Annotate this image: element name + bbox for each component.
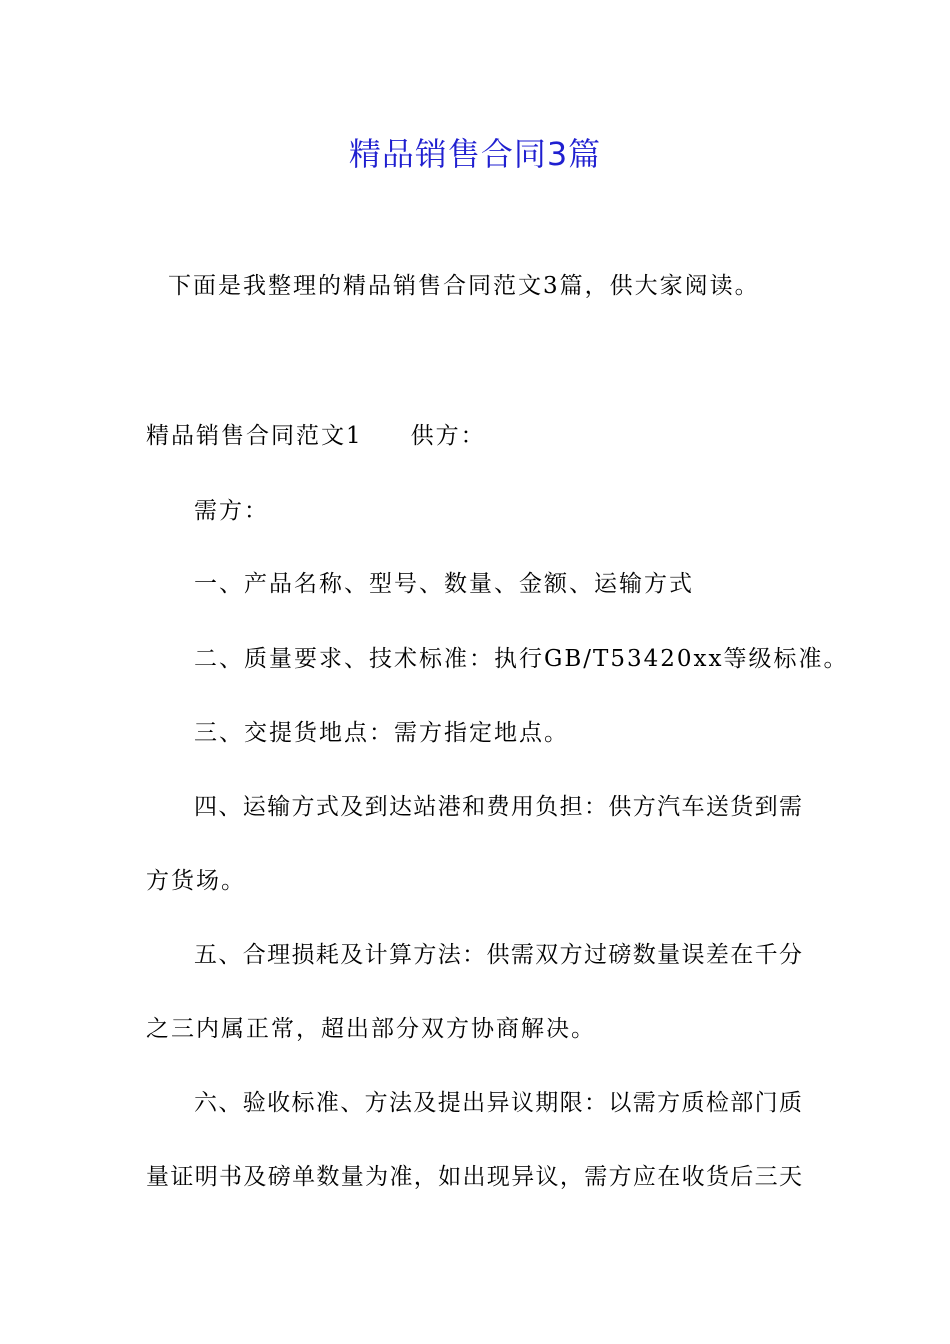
clause-6-line-1: 六、验收标准、方法及提出异议期限：以需方质检部门质 <box>194 1090 802 1116</box>
section-heading: 精品销售合同范文1 <box>146 423 363 449</box>
clause-4-line-2: 方货场。 <box>146 868 246 894</box>
buyer-label: 需方： <box>194 498 269 524</box>
section-heading-line <box>146 420 486 452</box>
document-title: 精品销售合同3篇 <box>348 135 602 173</box>
clause-1: 一、产品名称、型号、数量、金额、运输方式 <box>194 571 694 597</box>
clause-5-line-1: 五、合理损耗及计算方法：供需双方过磅数量误差在千分 <box>194 942 802 968</box>
clause-2: 二、质量要求、技术标准：执行GB/T53420xx等级标准。 <box>194 646 849 672</box>
clause-4-line-1: 四、运输方式及到达站港和费用负担：供方汽车送货到需 <box>194 794 802 820</box>
clause-5-line-2: 之三内属正常，超出部分双方协商解决。 <box>146 1016 596 1042</box>
clause-3: 三、交提货地点：需方指定地点。 <box>194 720 569 746</box>
intro-paragraph: 下面是我整理的精品销售合同范文3篇，供大家阅读。 <box>168 273 760 299</box>
clause-6-line-2: 量证明书及磅单数量为准，如出现异议，需方应在收货后三天 <box>146 1164 802 1190</box>
supplier-label: 供方： <box>410 423 486 449</box>
